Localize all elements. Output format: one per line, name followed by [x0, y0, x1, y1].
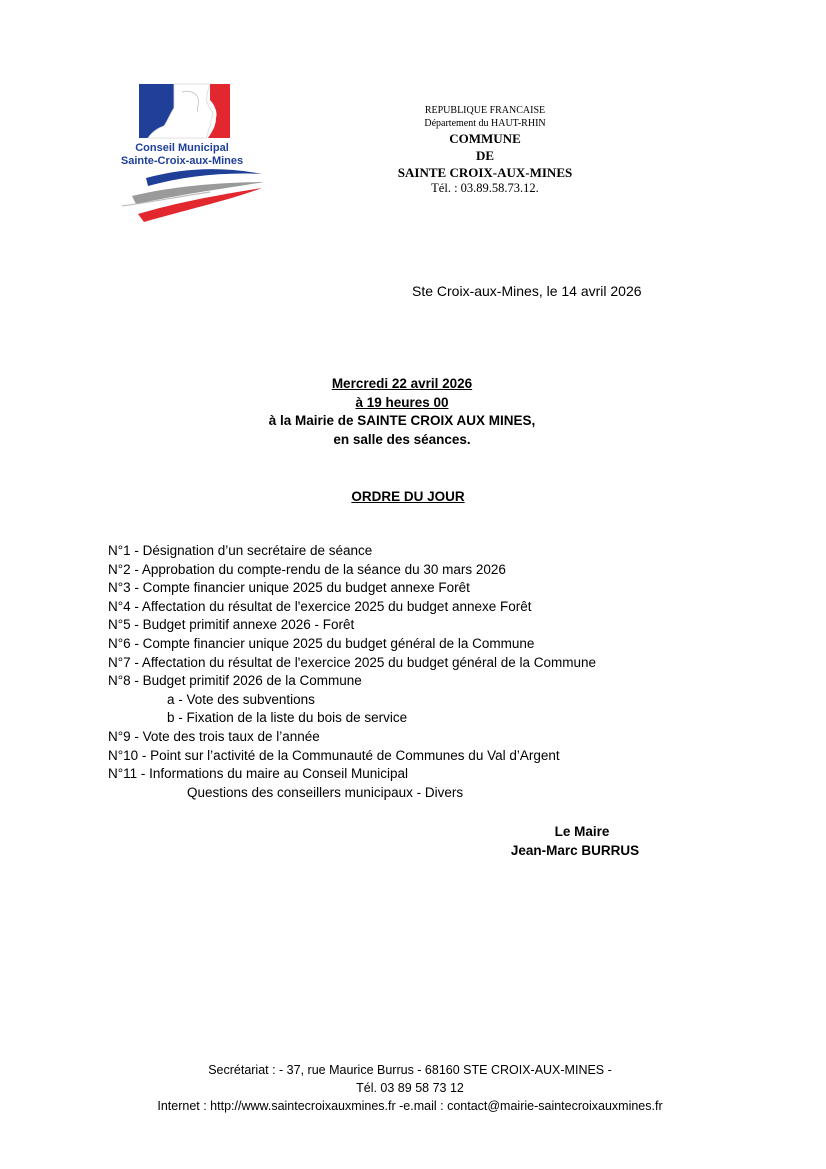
- signature-title: Le Maire: [554, 824, 610, 839]
- footer-address: Secrétariat : - 37, rue Maurice Burrus - 68160 STE CROIX-AUX-MINES -: [208, 1063, 612, 1077]
- republique-label: REPUBLIQUE FRANCAISE: [424, 105, 546, 116]
- footer-contact: Internet : http://www.saintecroixauxmines.fr -e.mail : contact@mairie-saintecroixauxmines.fr: [157, 1099, 663, 1113]
- logo-line-2: Sainte-Croix-aux-Mines: [120, 155, 244, 167]
- agenda-item: N°2 - Approbation du compte-rendu de la séance du 30 mars 2026: [108, 561, 506, 577]
- logo-line-1: Conseil Municipal: [135, 142, 229, 154]
- agenda-item: N°5 - Budget primitif annexe 2026 - Forêt: [108, 617, 355, 633]
- commune-label: COMMUNE: [449, 131, 521, 146]
- meeting-place: à la Mairie de SAINTE CROIX AUX MINES,: [268, 413, 536, 428]
- meeting-day: Mercredi 22 avril 2026: [331, 376, 473, 391]
- meeting-time: à 19 heures 00: [355, 394, 449, 410]
- meeting-room: en salle des séances.: [333, 431, 471, 447]
- agenda-heading: ORDRE DU JOUR: [351, 489, 465, 504]
- commune-name: SAINTE CROIX-AUX-MINES: [397, 165, 573, 180]
- signature-name: Jean-Marc BURRUS: [510, 843, 640, 858]
- agenda-subitem: b - Fixation de la liste du bois de service: [167, 710, 408, 726]
- signature-block: [470, 822, 680, 860]
- agenda-item: N°8 - Budget primitif 2026 de la Commune: [108, 673, 362, 689]
- footer-phone: Tél. 03 89 58 73 12: [356, 1081, 464, 1095]
- commune-header: [360, 104, 610, 196]
- meeting-info: [200, 375, 604, 449]
- departement-label: Département du HAUT-RHIN: [424, 118, 546, 129]
- agenda-item: N°11 - Informations du maire au Conseil Municipal: [108, 766, 409, 782]
- footer: [100, 1061, 720, 1115]
- agenda-questions: Questions des conseillers municipaux - Divers: [187, 784, 464, 800]
- agenda-item: N°1 - Désignation d’un secrétaire de séance: [108, 543, 373, 558]
- agenda-item: N°3 - Compte financier unique 2025 du budget annexe Forêt: [108, 580, 470, 596]
- agenda-item: N°4 - Affectation du résultat de l'exercice 2025 du budget annexe Forêt: [108, 598, 532, 614]
- agenda-list: [108, 542, 718, 802]
- agenda-item: N°6 - Compte financier unique 2025 du budget général de la Commune: [108, 635, 535, 651]
- de-label: DE: [475, 148, 495, 163]
- agenda-item: N°10 - Point sur l’activité de la Communauté de Communes du Val d’Argent: [108, 747, 560, 763]
- agenda-subitem: a - Vote des subventions: [167, 691, 315, 707]
- agenda-item: N°9 - Vote des trois taux de l’année: [108, 728, 320, 744]
- header-phone: Tél. : 03.89.58.73.12.: [431, 181, 539, 195]
- logo: [112, 78, 268, 228]
- agenda-item: N°7 - Affectation du résultat de l'exercice 2025 du budget général de la Commune: [108, 654, 597, 670]
- date-line: Ste Croix-aux-Mines, le 14 avril 2026: [412, 283, 642, 299]
